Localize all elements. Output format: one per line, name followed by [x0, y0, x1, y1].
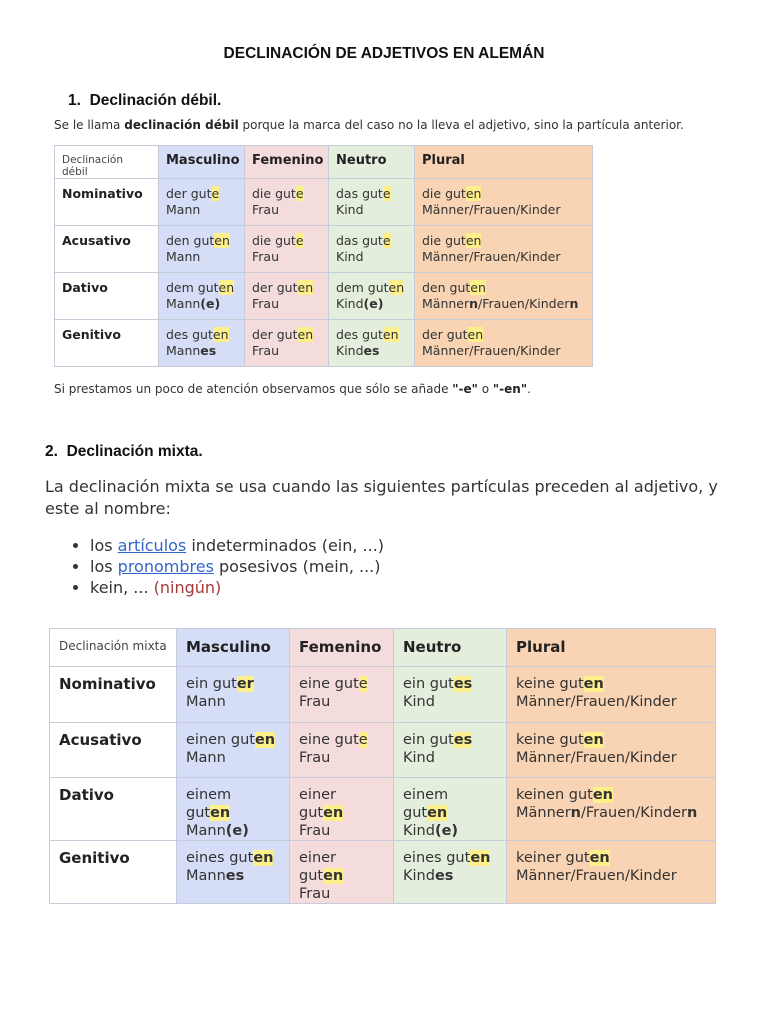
list-item-text: los [90, 557, 118, 576]
particle-list [45, 535, 384, 598]
ending-bold: es [434, 868, 454, 884]
noun [299, 822, 384, 840]
noun [186, 867, 280, 885]
ending-highlight: en [589, 850, 610, 866]
cell-plural [507, 667, 716, 723]
noun [516, 867, 706, 885]
document-title: DECLINACIÓN DE ADJETIVOS EN ALEMÁN [223, 45, 545, 62]
word-text: Kind [336, 249, 364, 264]
word-text: Frau [252, 343, 280, 358]
cell-masculino [159, 179, 245, 226]
word-text: einer gut [299, 850, 337, 884]
section-1-heading [68, 92, 221, 110]
cell-plural [415, 273, 593, 320]
column-header-neutro: Neutro [329, 146, 415, 179]
section-1-number: 1. [68, 92, 81, 109]
case-label: Nominativo [50, 667, 177, 723]
noun [336, 202, 407, 218]
ending-highlight: en [470, 280, 486, 295]
article-adjective [299, 849, 384, 885]
cell-femenino [290, 667, 394, 723]
case-label: Dativo [55, 273, 159, 320]
ending-highlight: en [214, 233, 230, 248]
cell-femenino [290, 841, 394, 904]
article-adjective [403, 849, 497, 867]
table-row [55, 320, 593, 367]
article-adjective [252, 233, 321, 249]
word-text: Frau [299, 694, 331, 710]
list-item-text: kein, ... [90, 578, 154, 597]
column-header-neutro: Neutro [394, 629, 507, 667]
word-text: des gut [166, 327, 213, 342]
word-text: ein gut [403, 676, 454, 692]
cell-neutro [329, 226, 415, 273]
intro-bold: declinación débil [124, 118, 239, 132]
ending-highlight: en [467, 327, 484, 342]
ending-highlight: e [358, 731, 368, 748]
cell-femenino [290, 778, 394, 841]
article-adjective [422, 327, 585, 343]
noun [252, 249, 321, 265]
cell-masculino [177, 722, 290, 778]
cell-plural [507, 841, 716, 904]
noun [403, 867, 497, 885]
article-adjective [516, 786, 706, 804]
noun [516, 804, 706, 822]
article-adjective [166, 186, 237, 202]
noun [166, 343, 237, 359]
note-ending-en: "-en" [492, 382, 528, 396]
word-text: den gut [422, 280, 471, 295]
table-corner-label: Declinación débil [55, 146, 159, 179]
word-text: ein gut [186, 676, 237, 692]
word-text: Männer/Frauen/Kinder [516, 694, 677, 710]
ending-highlight: e [211, 186, 220, 201]
case-label: Acusativo [50, 722, 177, 778]
cell-plural [415, 179, 593, 226]
ending-highlight: e [295, 233, 304, 248]
word-text: die gut [252, 186, 296, 201]
article-adjective [252, 327, 321, 343]
noun [186, 693, 280, 711]
cell-femenino [245, 273, 329, 320]
ending-highlight: en [583, 731, 604, 748]
noun [299, 749, 384, 767]
table-row [55, 273, 593, 320]
table-row [50, 778, 716, 841]
word-text: Männer/Frauen/Kinder [516, 868, 677, 884]
note-text: Si prestamos un poco de atención observamos que sólo se añade [54, 382, 453, 396]
noun [252, 296, 321, 312]
cell-neutro [329, 273, 415, 320]
ending-highlight: er [236, 676, 254, 692]
cell-neutro [394, 667, 507, 723]
word-text: eines gut [403, 850, 471, 866]
ending-highlight: en [254, 731, 276, 748]
cell-masculino [159, 226, 245, 273]
article-adjective [336, 327, 407, 343]
ending-bold: n [570, 805, 581, 821]
word-text: die gut [422, 186, 466, 201]
article-adjective [166, 280, 237, 296]
word-text: Frau [252, 249, 280, 264]
noun [516, 749, 706, 767]
intro-text-rest: porque la marca del caso no la lleva el adjetivo, sino la partícula anterior. [238, 118, 684, 132]
noun [403, 749, 497, 767]
word-text: keiner gut [516, 850, 590, 866]
cell-masculino [159, 273, 245, 320]
cell-neutro [394, 841, 507, 904]
list-item [90, 556, 384, 577]
word-text: Kind [336, 202, 364, 217]
word-text: Mann [166, 249, 201, 264]
noun [422, 202, 585, 218]
noun [166, 249, 237, 265]
note-ending-e: "-e" [452, 382, 478, 396]
list-item [90, 577, 384, 598]
article-adjective [403, 786, 497, 822]
noun [516, 693, 706, 711]
ending-highlight: en [592, 787, 613, 803]
ending-highlight: en [212, 327, 229, 342]
ending-highlight: es [453, 676, 473, 692]
word-text: eine gut [299, 676, 359, 692]
list-item-text: los [90, 536, 118, 555]
cell-plural [415, 226, 593, 273]
ningun-note: (ningún) [153, 578, 222, 597]
case-label: Nominativo [55, 179, 159, 226]
case-label: Acusativo [55, 226, 159, 273]
noun [336, 343, 407, 359]
cell-neutro [394, 722, 507, 778]
pronombres-link[interactable]: pronombres [117, 557, 214, 576]
article-adjective [336, 233, 407, 249]
case-label: Genitivo [50, 841, 177, 904]
article-adjective [336, 280, 407, 296]
ending-bold: (e) [200, 296, 221, 311]
ending-highlight: en [297, 327, 314, 342]
article-adjective [186, 849, 280, 867]
article-adjective [422, 280, 585, 296]
cell-plural [415, 320, 593, 367]
ending-highlight: en [323, 805, 344, 821]
table-row [55, 226, 593, 273]
ending-highlight: en [218, 280, 235, 295]
article-adjective [166, 327, 237, 343]
cell-femenino [245, 179, 329, 226]
ending-bold: es [200, 343, 217, 358]
noun [166, 296, 237, 312]
case-label: Genitivo [55, 320, 159, 367]
noun [186, 822, 280, 840]
noun [252, 202, 321, 218]
ending-bold: (e) [434, 823, 459, 839]
cell-plural [507, 722, 716, 778]
article-adjective [516, 675, 706, 693]
table-row [50, 667, 716, 723]
declension-table-mixed [49, 628, 716, 904]
ending-highlight: en [465, 186, 482, 201]
table-corner-label: Declinación mixta [50, 629, 177, 667]
case-label: Dativo [50, 778, 177, 841]
table-row [50, 841, 716, 904]
ending-highlight: e [295, 186, 304, 201]
ending-highlight: e [382, 186, 391, 201]
article-adjective [299, 786, 384, 822]
word-text: Kind [403, 694, 435, 710]
word-text: Mann [166, 202, 201, 217]
word-text: Mann [186, 694, 226, 710]
intro-text: Se le llama [54, 118, 125, 132]
ending-bold: (e) [363, 296, 384, 311]
ending-highlight: en [388, 280, 405, 295]
word-text: Mann [166, 296, 201, 311]
word-text: eine gut [299, 731, 359, 748]
article-adjective [166, 233, 237, 249]
section-1-note [54, 382, 531, 396]
word-text: des gut [336, 327, 383, 342]
noun [166, 202, 237, 218]
cell-masculino [159, 320, 245, 367]
ending-highlight: e [382, 233, 391, 248]
word-text: keine gut [516, 676, 584, 692]
word-text: /Frauen/Kinder [478, 296, 570, 311]
ending-bold: n [569, 296, 579, 311]
word-text: Frau [299, 823, 331, 839]
list-item [90, 535, 384, 556]
ending-bold: es [363, 343, 380, 358]
word-text: das gut [336, 186, 383, 201]
column-header-plural: Plural [415, 146, 593, 179]
article-adjective [516, 731, 706, 749]
article-adjective [299, 675, 384, 693]
word-text: Frau [299, 749, 331, 766]
list-item-text: posesivos (mein, ...) [213, 557, 381, 576]
ending-highlight: en [583, 676, 604, 692]
section-2-title: Declinación mixta. [66, 443, 203, 460]
article-adjective [403, 675, 497, 693]
cell-masculino [177, 667, 290, 723]
word-text: Kind [403, 749, 435, 766]
word-text: der gut [166, 186, 212, 201]
word-text: Männer/Frauen/Kinder [422, 343, 561, 358]
article-adjective [336, 186, 407, 202]
word-text: den gut [166, 233, 215, 248]
noun [299, 693, 384, 711]
table-header-row [55, 146, 593, 179]
article-adjective [252, 186, 321, 202]
ending-highlight: es [453, 731, 473, 748]
noun [336, 249, 407, 265]
word-text: Mann [166, 343, 201, 358]
ending-bold: n [687, 805, 698, 821]
article-adjective [422, 233, 585, 249]
word-text: der gut [252, 280, 298, 295]
note-text-end: . [527, 382, 531, 396]
ending-highlight: en [297, 280, 314, 295]
cell-femenino [290, 722, 394, 778]
ending-bold: (e) [225, 823, 249, 839]
section-2-number: 2. [45, 443, 58, 460]
cell-femenino [245, 226, 329, 273]
article-adjective [299, 731, 384, 749]
noun [403, 822, 497, 840]
word-text: Frau [252, 202, 280, 217]
word-text: Kind [336, 343, 364, 358]
ending-highlight: e [358, 676, 368, 692]
word-text: dem gut [336, 280, 389, 295]
word-text: dem gut [166, 280, 219, 295]
word-text: Frau [299, 886, 331, 902]
word-text: einem gut [186, 787, 232, 821]
noun [422, 343, 585, 359]
noun [403, 693, 497, 711]
word-text: Männer/Frauen/Kinder [422, 249, 561, 264]
article-adjective [516, 849, 706, 867]
word-text: der gut [422, 327, 468, 342]
word-text: Frau [252, 296, 280, 311]
column-header-femenino: Femenino [245, 146, 329, 179]
cell-plural [507, 778, 716, 841]
word-text: einer gut [299, 787, 337, 821]
article-adjective [186, 675, 280, 693]
section-2-paragraph: La declinación mixta se usa cuando las siguientes partículas preceden al adjetivo, y este al nombre: [45, 477, 718, 518]
cell-neutro [394, 778, 507, 841]
word-text: Kind [336, 296, 364, 311]
column-header-femenino: Femenino [290, 629, 394, 667]
column-header-masculino: Masculino [177, 629, 290, 667]
word-text: Kind [403, 823, 435, 839]
cell-masculino [177, 841, 290, 904]
word-text: /Frauen/Kinder [581, 805, 688, 821]
word-text: ein gut [403, 731, 454, 748]
word-text: Männer [516, 805, 571, 821]
word-text: einen gut [186, 731, 255, 748]
word-text: Männer [422, 296, 470, 311]
section-1-title: Declinación débil. [89, 92, 222, 109]
ending-highlight: en [253, 850, 274, 866]
ending-highlight: en [210, 805, 231, 821]
word-text: die gut [252, 233, 296, 248]
table-header-row [50, 629, 716, 667]
word-text: das gut [336, 233, 383, 248]
word-text: der gut [252, 327, 298, 342]
ending-bold: n [469, 296, 479, 311]
table-row [50, 722, 716, 778]
section-1-intro [54, 118, 684, 132]
word-text: Kind [403, 868, 435, 884]
noun [422, 296, 585, 312]
article-adjective [186, 731, 280, 749]
word-text: eines gut [186, 850, 254, 866]
table-row [55, 179, 593, 226]
ending-highlight: en [470, 850, 491, 866]
word-text: Männer/Frauen/Kinder [516, 749, 677, 766]
article-adjective [422, 186, 585, 202]
noun [252, 343, 321, 359]
cell-neutro [329, 320, 415, 367]
article-adjective [403, 731, 497, 749]
word-text: Mann [186, 868, 226, 884]
ending-bold: es [225, 868, 245, 884]
articulos-link[interactable]: artículos [117, 536, 187, 555]
ending-highlight: en [323, 868, 344, 884]
declension-table-weak [54, 145, 593, 367]
note-text-o: o [477, 382, 493, 396]
list-item-text: indeterminados (ein, ...) [186, 536, 385, 555]
ending-highlight: en [465, 233, 482, 248]
word-text: Mann [186, 749, 226, 766]
word-text: Männer/Frauen/Kinder [422, 202, 561, 217]
article-adjective [252, 280, 321, 296]
cell-femenino [245, 320, 329, 367]
cell-masculino [177, 778, 290, 841]
section-2-heading [45, 443, 203, 461]
word-text: keinen gut [516, 787, 593, 803]
ending-highlight: en [427, 805, 448, 821]
cell-neutro [329, 179, 415, 226]
word-text: keine gut [516, 731, 584, 748]
noun [422, 249, 585, 265]
word-text: Mann [186, 823, 226, 839]
ending-highlight: en [382, 327, 399, 342]
column-header-masculino: Masculino [159, 146, 245, 179]
noun [336, 296, 407, 312]
noun [299, 885, 384, 903]
column-header-plural: Plural [507, 629, 716, 667]
noun [186, 749, 280, 767]
word-text: einem gut [403, 787, 449, 821]
article-adjective [186, 786, 280, 822]
word-text: die gut [422, 233, 466, 248]
